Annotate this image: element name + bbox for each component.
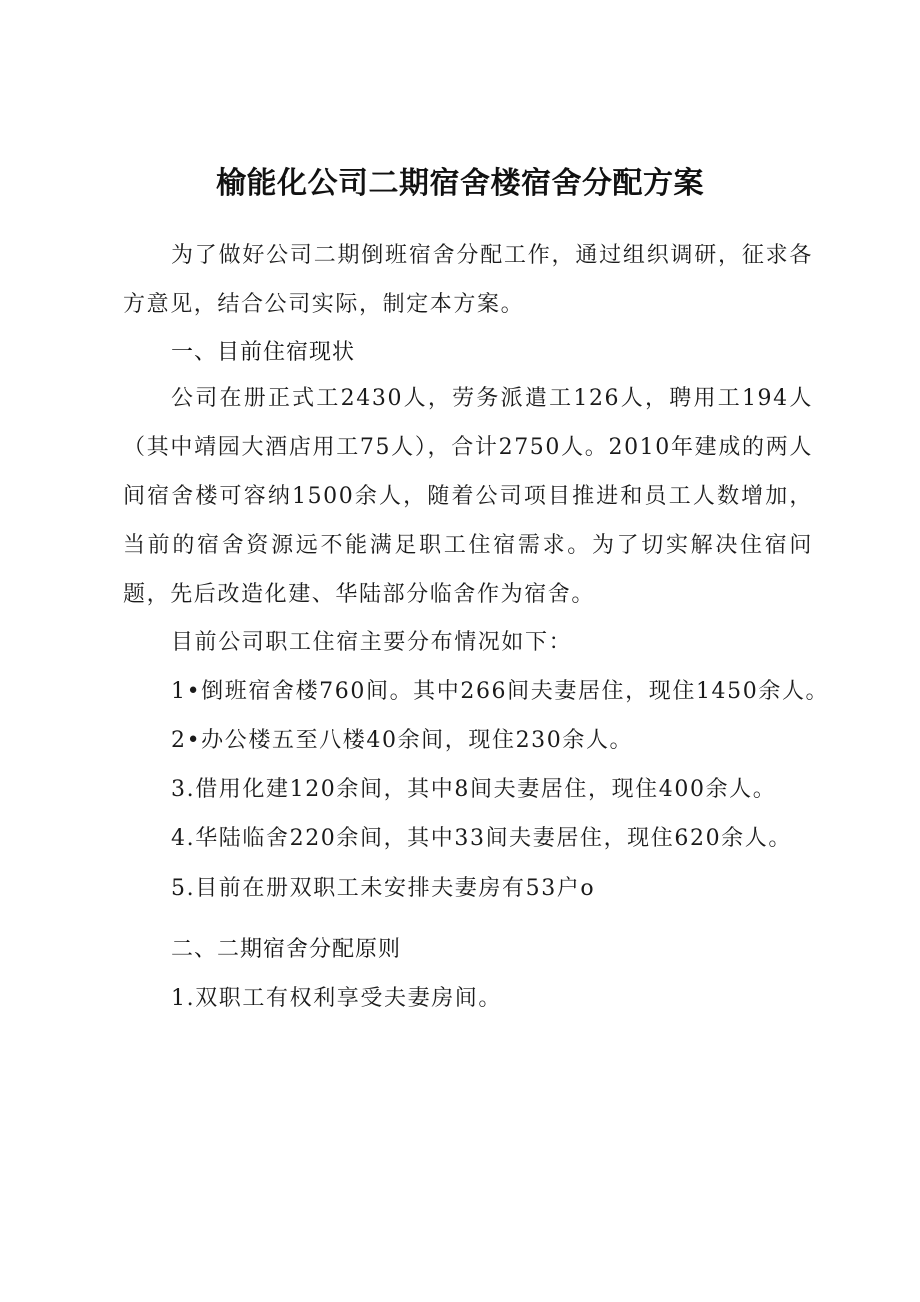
section-2-heading: 二、二期宿舍分配原则 [171, 937, 402, 962]
list-item: 3.借用化建120余间，其中8间夫妻居住，现住400余人。 [171, 777, 777, 802]
section-1-heading: 一、目前住宿现状 [171, 340, 356, 365]
list-item: 5.目前在册双职工未安排夫妻房有53户o [171, 876, 596, 901]
intro-paragraph: 为了做好公司二期倒班宿舍分配工作，通过组织调研，征求各方意见，结合公司实际，制定本方案。 [123, 243, 813, 317]
list-item: 2•办公楼五至八楼40余间，现住230余人。 [171, 728, 634, 753]
section-1-paragraph: 公司在册正式工2430人，劳务派遣工126人，聘用工194人（其中靖园大酒店用工75人），合计2750人。2010年建成的两人间宿舍楼可容纳1500余人，随着公司项目推进和员工人数增加，当前的宿舍资源远不能满足职工住宿需求。为了切实解决住宿问题，先后改造化建、华陆部分临舍作为宿舍。 [123, 386, 813, 607]
list-item: 4.华陆临舍220余间，其中33间夫妻居住，现住620余人。 [171, 826, 792, 851]
list-item: 1.双职工有权利享受夫妻房间。 [171, 986, 502, 1011]
list-intro: 目前公司职工住宿主要分布情况如下： [171, 630, 573, 655]
list-item: 1•倒班宿舍楼760间。其中266间夫妻居住，现住1450余人。 [171, 679, 830, 704]
document-title: 榆能化公司二期宿舍楼宿舍分配方案 [216, 166, 704, 201]
